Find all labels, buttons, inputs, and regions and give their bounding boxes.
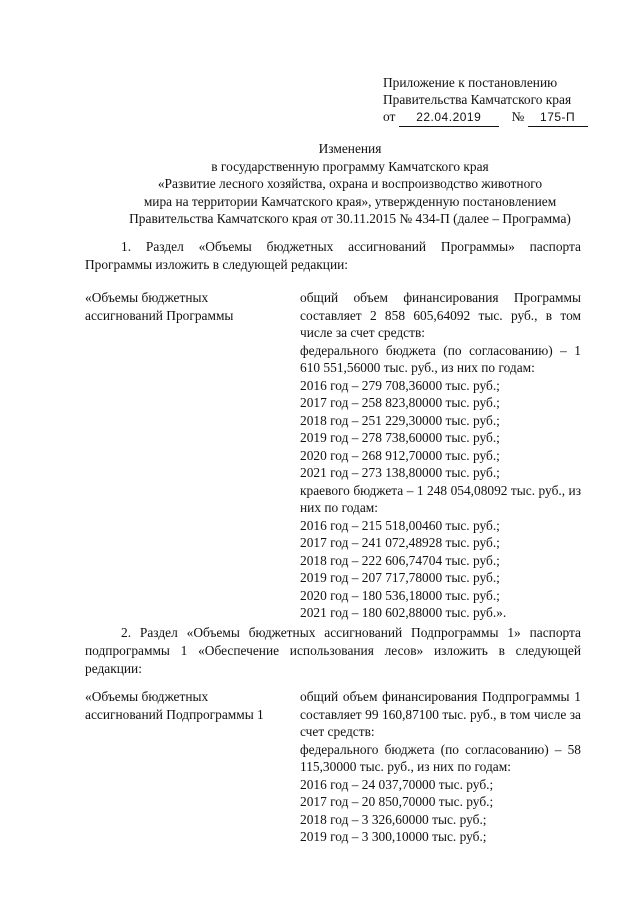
regional-year-row: 2017 год – 241 072,48928 тыс. руб.; bbox=[300, 535, 500, 550]
federal-year-row: 2018 год – 3 326,60000 тыс. руб.; bbox=[300, 811, 487, 827]
regional-year-row: 2018 год – 222 606,74704 тыс. руб.; bbox=[300, 552, 500, 568]
appendix-date-line bbox=[383, 108, 588, 127]
appendix-line-1: Приложение к постановлению bbox=[383, 75, 558, 90]
section-1-paragraph bbox=[85, 238, 581, 274]
section-1-text: 1. Раздел «Объемы бюджетных ассигнований Программы» паспорта Программы изложить в следующей редакции: bbox=[85, 239, 581, 272]
section-2-left-label: «Объемы бюджетных ассигнований Подпрограммы 1 bbox=[85, 689, 264, 722]
title-line-2: в государственную программу Камчатского края bbox=[211, 158, 489, 174]
section-1-left-label: «Объемы бюджетных ассигнований Программы bbox=[85, 290, 234, 323]
title-line-5: Правительства Камчатского края от 30.11.2015 № 434-П (далее – Программа) bbox=[129, 211, 571, 226]
section-2-funding-details bbox=[300, 688, 581, 846]
federal-year-row: 2020 год – 268 912,70000 тыс. руб.; bbox=[300, 447, 500, 463]
federal-year-row: 2019 год – 3 300,10000 тыс. руб.; bbox=[300, 829, 487, 844]
regional-year-row: 2019 год – 207 717,78000 тыс. руб.; bbox=[300, 570, 500, 585]
federal-year-row: 2016 год – 279 708,36000 тыс. руб.; bbox=[300, 377, 500, 393]
title-line-3: «Развитие лесного хозяйства, охрана и воспроизводство животного bbox=[157, 176, 543, 191]
title-line-1: Изменения bbox=[318, 141, 382, 156]
federal-year-row: 2018 год – 251 229,30000 тыс. руб.; bbox=[300, 412, 500, 428]
resolution-number: 175-П bbox=[528, 109, 588, 127]
section-2-text: 2. Раздел «Объемы бюджетных ассигнований Подпрограммы 1» паспорта подпрограммы 1 «Обеспечение использования лесов» изложить в следующей редакции: bbox=[85, 625, 581, 676]
regional-budget: краевого бюджета – 1 248 054,08092 тыс. руб., из них по годам: bbox=[300, 482, 581, 515]
section-1-funding-details bbox=[300, 289, 581, 622]
federal-year-row: 2017 год – 258 823,80000 тыс. руб.; bbox=[300, 395, 500, 410]
federal-year-row: 2016 год – 24 037,70000 тыс. руб.; bbox=[300, 776, 494, 792]
number-sign: № bbox=[511, 109, 525, 124]
federal-year-row: 2017 год – 20 850,70000 тыс. руб.; bbox=[300, 794, 494, 809]
from-label: от bbox=[383, 109, 396, 124]
federal-year-row: 2019 год – 278 738,60000 тыс. руб.; bbox=[300, 430, 500, 445]
federal-budget: федерального бюджета (по согласованию) – 1 610 551,56000 тыс. руб., из них по годам: bbox=[300, 342, 581, 375]
federal-budget: федерального бюджета (по согласованию) – 58 115,30000 тыс. руб., из них по годам: bbox=[300, 741, 581, 774]
regional-year-row: 2021 год – 180 602,88000 тыс. руб.». bbox=[300, 605, 507, 620]
appendix-line-2: Правительства Камчатского края bbox=[383, 92, 572, 107]
federal-year-row: 2021 год – 273 138,80000 тыс. руб.; bbox=[300, 465, 500, 480]
funding-intro: общий объем финансирования Подпрограммы 1 составляет 99 160,87100 тыс. руб., в том числе за счет средств: bbox=[300, 689, 581, 739]
regional-year-row: 2020 год – 180 536,18000 тыс. руб.; bbox=[300, 587, 500, 603]
funding-intro: общий объем финансирования Программы составляет 2 858 605,64092 тыс. руб., в том числе за счет средств: bbox=[300, 290, 581, 340]
resolution-date: 22.04.2019 bbox=[399, 109, 499, 127]
title-line-4: мира на территории Камчатского края», утвержденную постановлением bbox=[143, 193, 557, 209]
section-2-paragraph bbox=[85, 624, 581, 678]
appendix-header bbox=[383, 74, 588, 127]
document-title bbox=[60, 140, 640, 228]
regional-year-row: 2016 год – 215 518,00460 тыс. руб.; bbox=[300, 517, 500, 533]
